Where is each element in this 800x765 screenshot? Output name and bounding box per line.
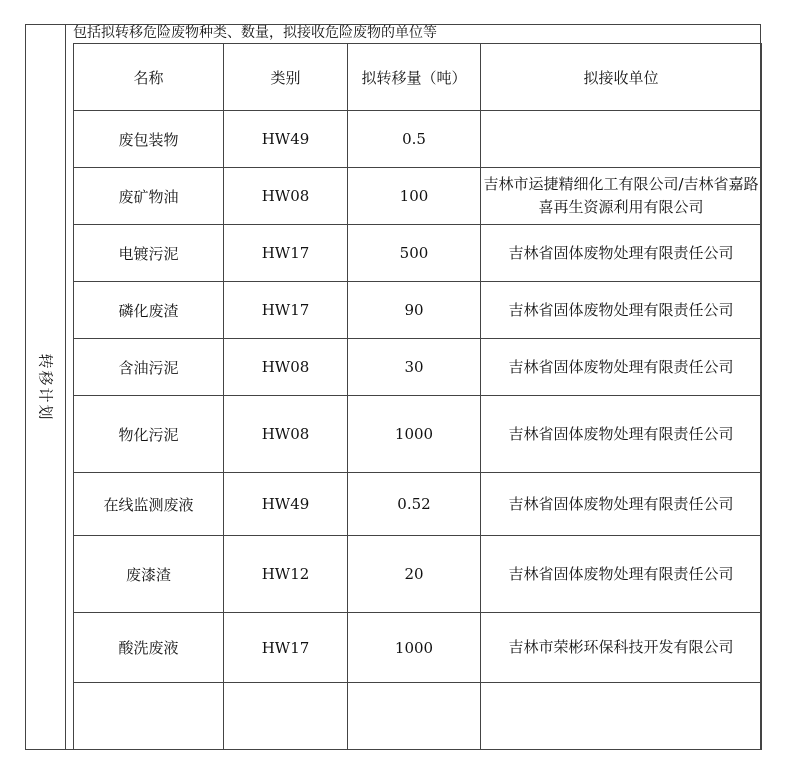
hazardous-waste-table (73, 43, 762, 750)
table-row (74, 168, 762, 225)
table-row (74, 613, 762, 683)
cell-receiver: 吉林省固体废物处理有限责任公司 (481, 473, 762, 536)
cell-name: 含油污泥 (74, 339, 224, 396)
header-category: 类别 (224, 44, 348, 111)
cell-category: HW17 (224, 613, 348, 683)
cell-amount: 1000 (348, 613, 481, 683)
cell-amount: 500 (348, 225, 481, 282)
table-row (74, 282, 762, 339)
cell-amount: 30 (348, 339, 481, 396)
cell-receiver: 吉林省固体废物处理有限责任公司 (481, 339, 762, 396)
cell-name: 物化污泥 (74, 396, 224, 473)
cell-name: 在线监测废液 (74, 473, 224, 536)
cell-name: 废矿物油 (74, 168, 224, 225)
cell-receiver (481, 683, 762, 750)
cell-receiver: 吉林省固体废物处理有限责任公司 (481, 225, 762, 282)
cell-category: HW08 (224, 339, 348, 396)
table-row (74, 111, 762, 168)
side-column (25, 24, 66, 750)
cell-category: HW17 (224, 282, 348, 339)
cell-amount: 1000 (348, 396, 481, 473)
cell-amount: 0.52 (348, 473, 481, 536)
table-row (74, 683, 762, 750)
table-row (74, 396, 762, 473)
header-name: 名称 (74, 44, 224, 111)
cell-amount: 20 (348, 536, 481, 613)
cell-name (74, 683, 224, 750)
cell-amount (348, 683, 481, 750)
cell-category: HW49 (224, 473, 348, 536)
cell-receiver (481, 111, 762, 168)
table-row (74, 473, 762, 536)
cell-name: 电镀污泥 (74, 225, 224, 282)
cell-receiver: 吉林市荣彬环保科技开发有限公司 (481, 613, 762, 683)
cell-name: 废包装物 (74, 111, 224, 168)
cell-name: 酸洗废液 (74, 613, 224, 683)
section-description: 包括拟转移危险废物种类、数量，拟接收危险废物的单位等 (73, 25, 437, 41)
header-receiver: 拟接收单位 (481, 44, 762, 111)
side-label: 转移计划 (36, 352, 55, 422)
table-row (74, 225, 762, 282)
cell-category: HW12 (224, 536, 348, 613)
cell-name: 废漆渣 (74, 536, 224, 613)
cell-amount: 0.5 (348, 111, 481, 168)
cell-amount: 90 (348, 282, 481, 339)
cell-category: HW08 (224, 168, 348, 225)
cell-receiver: 吉林省固体废物处理有限责任公司 (481, 536, 762, 613)
cell-category (224, 683, 348, 750)
table-row (74, 536, 762, 613)
cell-amount: 100 (348, 168, 481, 225)
cell-category: HW49 (224, 111, 348, 168)
header-amount: 拟转移量（吨） (348, 44, 481, 111)
table-row (74, 339, 762, 396)
cell-category: HW17 (224, 225, 348, 282)
cell-name: 磷化废渣 (74, 282, 224, 339)
cell-receiver: 吉林市运捷精细化工有限公司/吉林省嘉路喜再生资源利用有限公司 (481, 168, 762, 225)
cell-receiver: 吉林省固体废物处理有限责任公司 (481, 396, 762, 473)
cell-category: HW08 (224, 396, 348, 473)
table-header-row (74, 44, 762, 111)
cell-receiver: 吉林省固体废物处理有限责任公司 (481, 282, 762, 339)
